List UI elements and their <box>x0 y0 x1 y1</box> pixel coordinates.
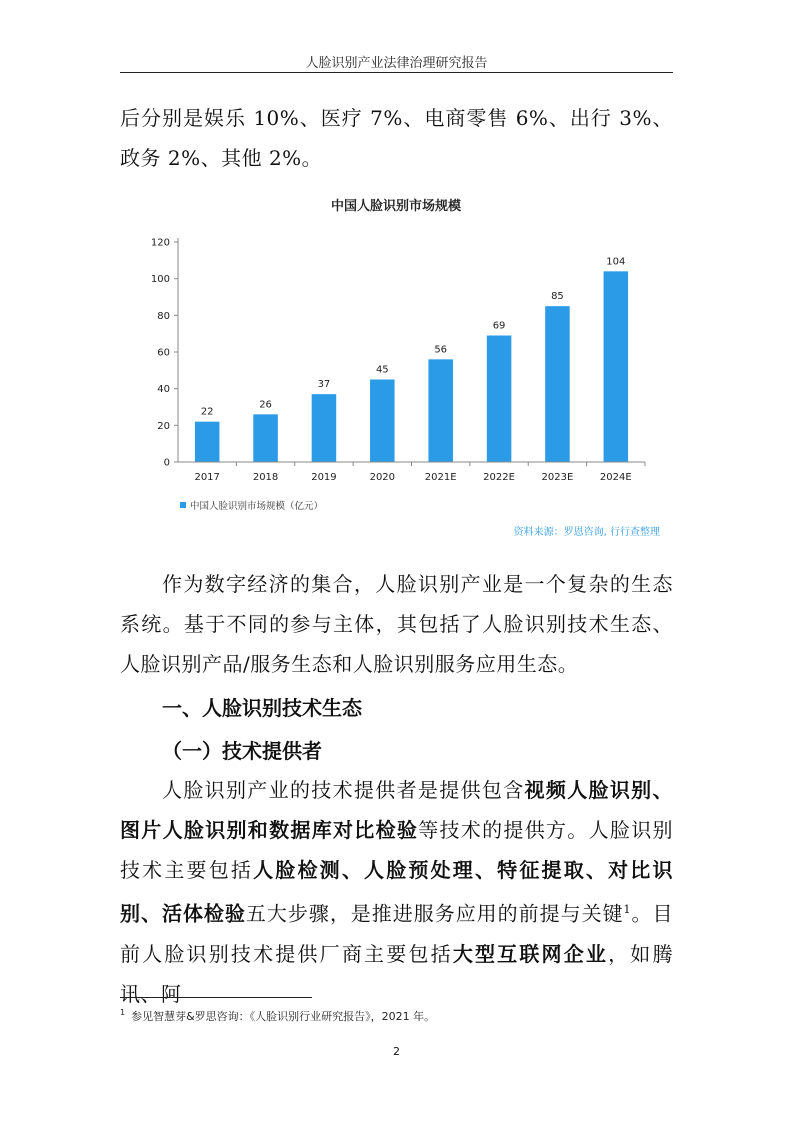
bar <box>487 336 512 463</box>
y-axis <box>151 238 178 469</box>
bars <box>195 256 628 462</box>
bar-value-label: 56 <box>434 344 448 356</box>
x-tick-label: 2022E <box>483 472 515 483</box>
text-run: 人脸识别产业的技术提供者是提供包含 <box>162 778 525 802</box>
bar-value-label: 26 <box>259 399 272 411</box>
bar-value-label: 22 <box>200 406 214 418</box>
tech-provider-paragraph <box>120 770 673 1014</box>
x-axis <box>178 462 645 483</box>
bar-value-label: 69 <box>492 320 506 332</box>
x-tick-label: 2017 <box>194 472 220 483</box>
bar <box>312 394 337 462</box>
bar-value-label: 45 <box>375 364 389 376</box>
market-size-chart <box>120 188 673 548</box>
legend-swatch <box>180 502 186 508</box>
section-heading: 一、人脸识别技术生态 <box>162 696 362 720</box>
bar <box>253 414 278 462</box>
y-tick-label: 60 <box>157 347 170 359</box>
bar-value-label: 37 <box>317 379 331 391</box>
y-tick-label: 40 <box>157 384 170 396</box>
y-tick-label: 0 <box>163 457 170 469</box>
footnote <box>120 1008 435 1024</box>
bold-run: 大型互联网企业 <box>452 941 609 966</box>
bar-value-label: 104 <box>606 256 626 268</box>
bar <box>545 306 570 462</box>
x-tick-label: 2020 <box>369 472 396 483</box>
y-tick-label: 120 <box>150 237 170 249</box>
legend-label: 中国人脸识别市场规模（亿元） <box>190 501 324 512</box>
footnote-ref[interactable]: 1 <box>623 903 632 916</box>
y-tick-label: 80 <box>157 310 170 322</box>
text-run: 五大步骤，是推进服务应用的前提与关键 <box>245 901 624 926</box>
running-header: 人脸识别产业法律治理研究报告 <box>305 56 488 71</box>
header-rule <box>120 72 673 73</box>
intro-paragraph: 后分别是娱乐 10%、医疗 7%、电商零售 6%、出行 3%、政务 2%、其他 2%。 <box>120 106 673 170</box>
chart-legend <box>180 500 323 512</box>
bar <box>195 422 220 462</box>
bar <box>370 380 395 463</box>
chart-source: 资料来源：罗恩咨询, 行行查整理 <box>513 527 660 538</box>
text-run: 。目前人脸识别技术提供厂商主要包括 <box>120 901 674 966</box>
ecosystem-paragraph: 作为数字经济的集合，人脸识别产业是一个复杂的生态系统。基于不同的参与主体，其包括了人脸识别技术生态、人脸识别产品/服务生态和人脸识别服务应用生态。 <box>120 572 673 676</box>
y-tick-label: 20 <box>157 420 170 432</box>
text-run: 等技术的提供方。人脸识别技术主要包括 <box>120 818 674 882</box>
bar <box>428 359 453 462</box>
x-tick-label: 2018 <box>252 472 279 483</box>
bar-value-label: 85 <box>551 291 564 303</box>
page-number: 2 <box>393 1045 400 1058</box>
footnote-mark: 1 <box>120 1008 126 1018</box>
footnote-text: 参见智慧芽&罗思咨询：《人脸识别行业研究报告》，2021 年。 <box>131 1010 436 1023</box>
footnote-rule <box>120 997 312 998</box>
chart-title: 中国人脸识别市场规模 <box>330 199 462 214</box>
x-tick-label: 2024E <box>599 472 632 483</box>
bold-run: 人脸检测、人脸预处理、特征提取、对比识别、活体检验 <box>120 858 673 926</box>
x-tick-label: 2021E <box>424 472 457 483</box>
y-tick-label: 100 <box>150 274 170 286</box>
x-tick-label: 2019 <box>311 472 337 483</box>
text-run: ，如腾讯、阿 <box>120 941 673 1006</box>
bold-run: 视频人脸识别、图片人脸识别和数据库对比检验 <box>120 778 674 842</box>
bar <box>604 271 629 462</box>
x-tick-label: 2023E <box>541 472 574 483</box>
subsection-heading: （一）技术提供者 <box>162 739 322 763</box>
